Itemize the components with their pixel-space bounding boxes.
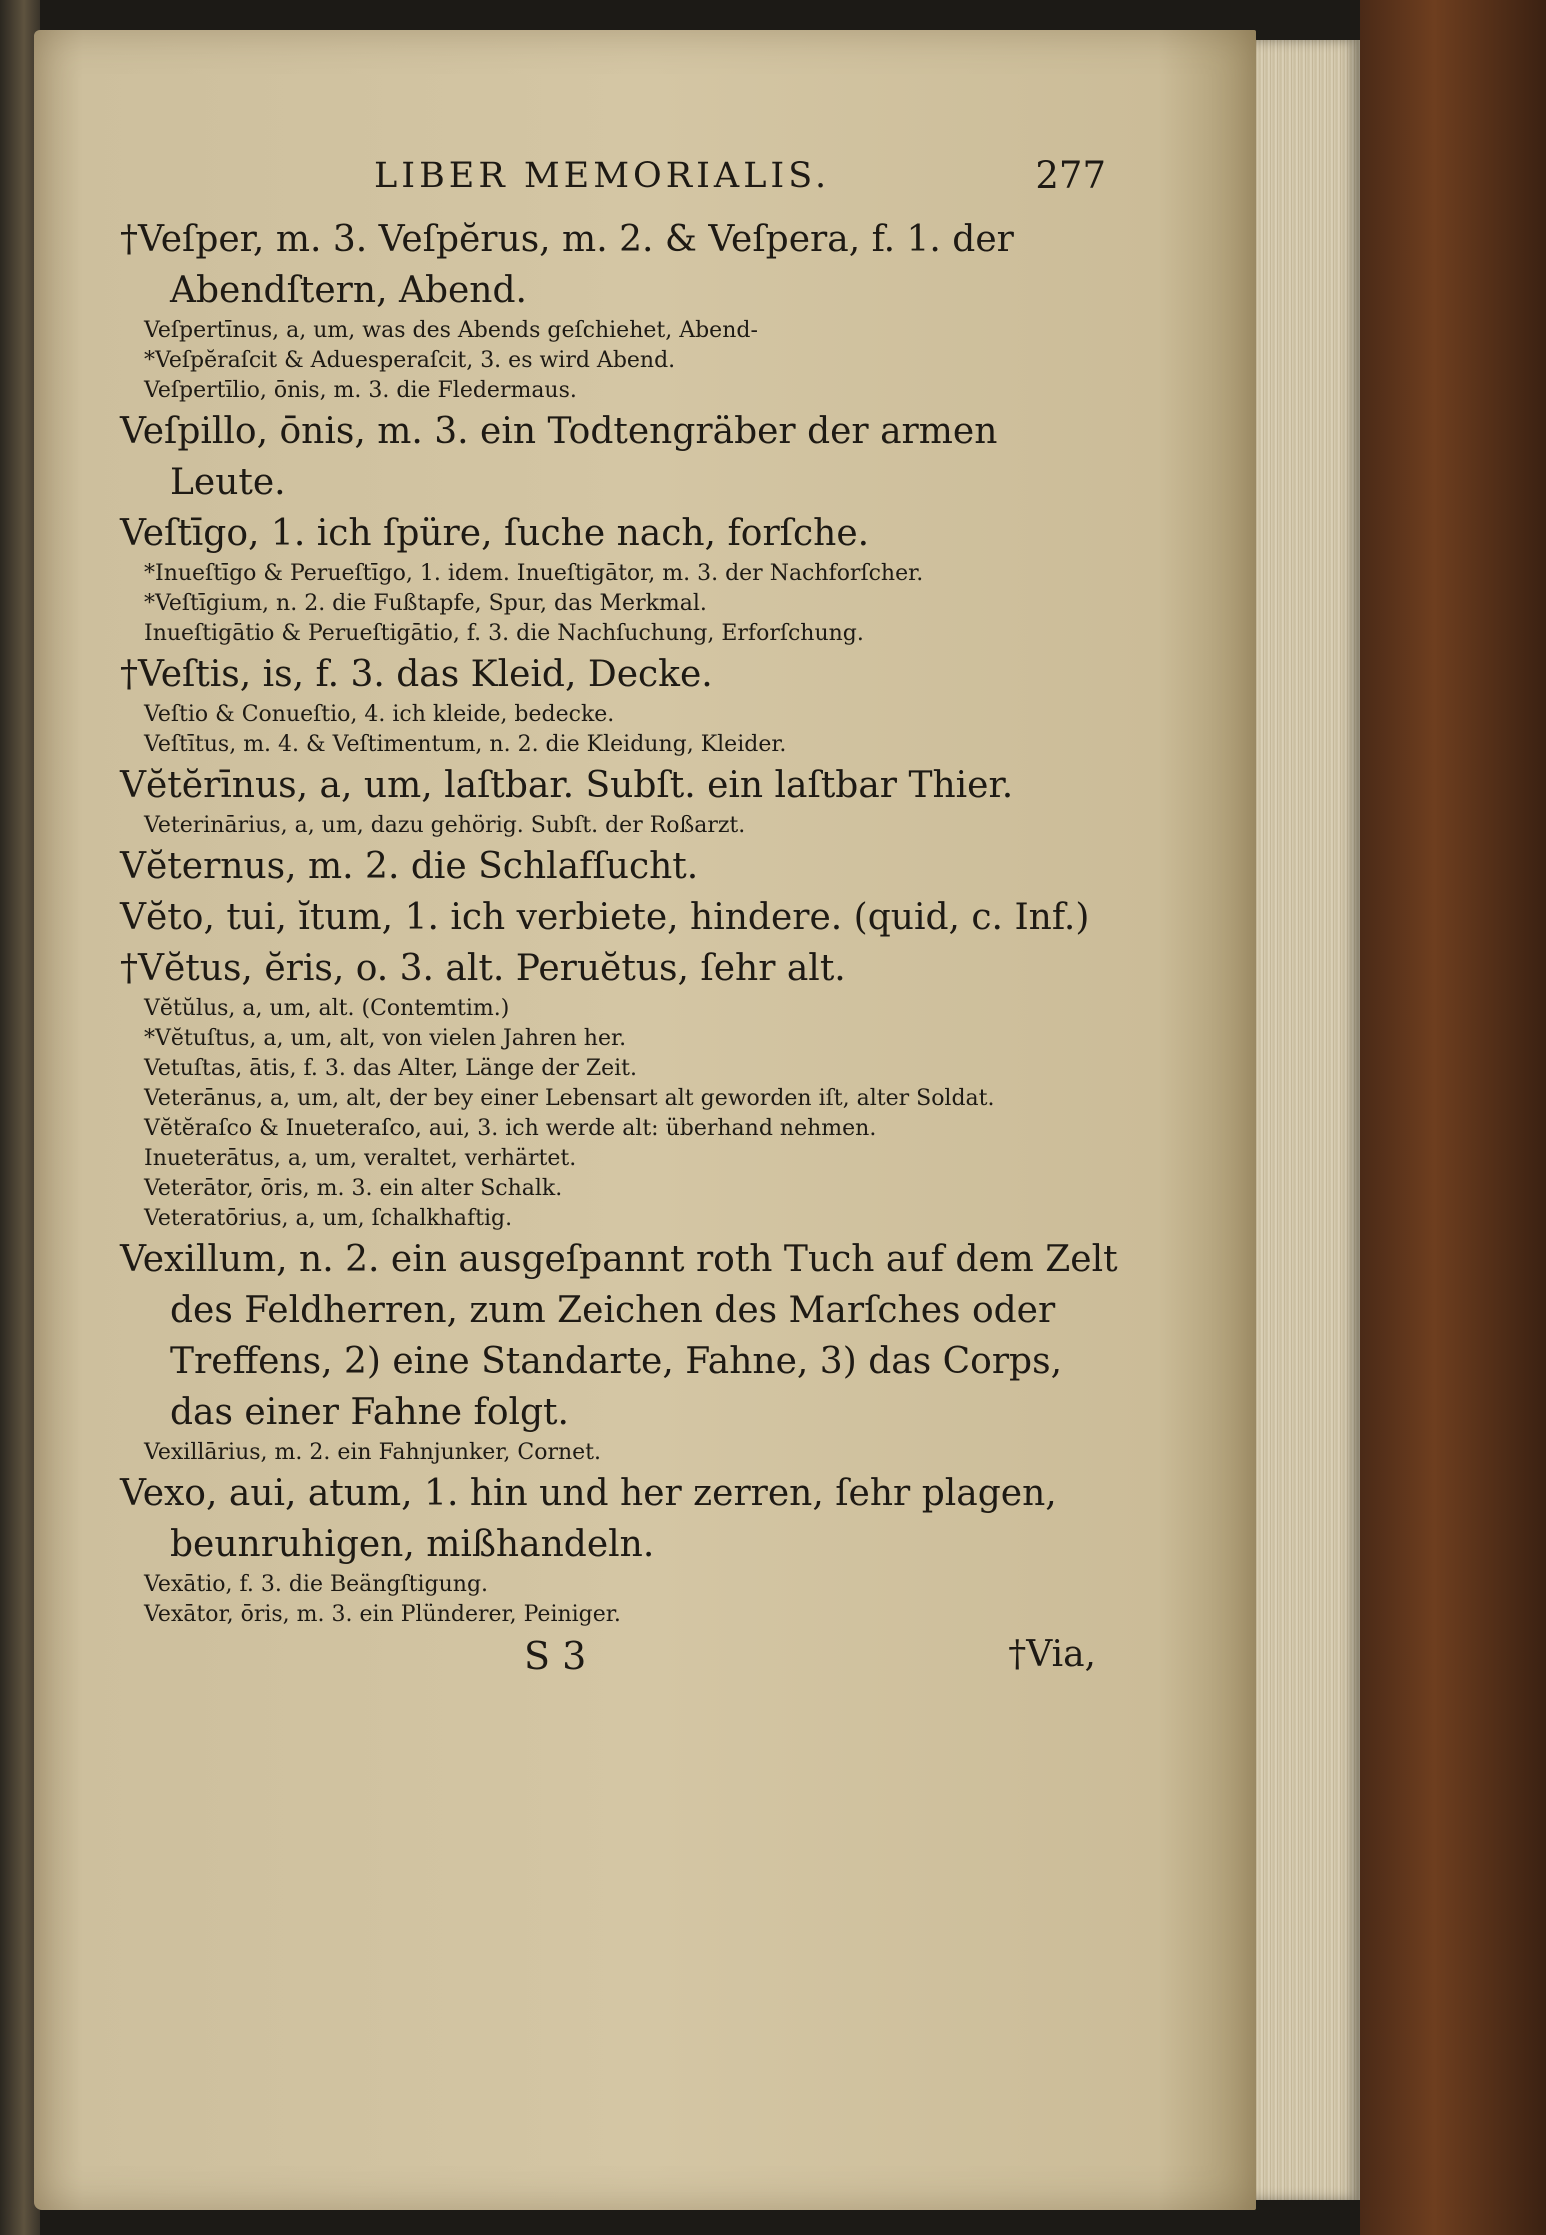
entry-sub: *Inueſtīgo & Perueſtīgo, 1. idem. Inueſtigātor, m. 3. der Nachforſcher. [144,561,924,586]
running-head [120,150,1120,204]
entry-main: Veſpillo, ōnis, m. 3. ein Todtengräber der armen Leute. [120,411,998,503]
entry-main: Vexo, aui, atum, 1. hin und her zerren, ſehr plagen, beunruhigen, mißhandeln. [120,1473,1057,1565]
entry-main: Veſtīgo, 1. ich ſpüre, ſuche nach, forſche. [120,513,870,554]
entry-sub: Veterātor, ōris, m. 3. ein alter Schalk. [144,1176,563,1201]
entry-sub: *Veſtīgium, n. 2. die Fußtapfe, Spur, das Merkmal. [144,591,707,616]
entry-main: Vĕtĕrīnus, a, um, laſtbar. Subſt. ein laſtbar Thier. [120,765,1014,806]
entry-sub: *Veſpĕraſcit & Aduesperaſcit, 3. es wird Abend. [144,348,676,373]
entry-sub: Veteratōrius, a, um, ſchalkhaftig. [144,1206,513,1231]
entry-sub: *Vĕtuſtus, a, um, alt, von vielen Jahren her. [144,1026,627,1051]
entry-sub: Veterinārius, a, um, dazu gehörig. Subſt. der Roßarzt. [144,813,746,838]
entry-sub: Veterānus, a, um, alt, der bey einer Lebensart alt geworden iſt, alter Soldat. [144,1086,995,1111]
page-title: LIBER MEMORIALIS. [374,156,831,196]
entry-sub: Veſtītus, m. 4. & Veſtimentum, n. 2. die Kleidung, Kleider. [144,732,787,757]
entry-main: Vĕternus, m. 2. die Schlafſucht. [120,846,699,887]
entry-main: Vexillum, n. 2. ein ausgeſpannt roth Tuch auf dem Zelt des Feldherren, zum Zeichen des Marſches oder Treffens, 2) eine Standarte, Fahne, 3) das Corps, das einer Fahne folgt. [120,1239,1118,1433]
entry-sub: Inueterātus, a, um, veraltet, verhärtet. [144,1146,577,1171]
entry-main: †Veſtis, is, f. 3. das Kleid, Decke. [120,654,713,695]
entry-main: Vĕto, tui, ĭtum, 1. ich verbiete, hindere. (quid, c. Inf.) [120,897,1090,938]
entry-sub: Vexillārius, m. 2. ein Fahnjunker, Cornet. [144,1440,602,1465]
entry-sub: Vexātio, f. 3. die Beängſtigung. [144,1572,489,1597]
book-binding [1360,0,1546,2235]
page-number: 277 [1035,154,1106,197]
entry-sub: Veſtio & Conueſtio, 4. ich kleide, bedecke. [144,702,615,727]
entry-sub: Vĕtĕraſco & Inueteraſco, aui, 3. ich werde alt: überhand nehmen. [144,1116,877,1141]
signature-mark: S 3 [524,1634,587,1678]
entry-sub: Inueſtigātio & Perueſtigātio, f. 3. die Nachſuchung, Erforſchung. [144,621,864,646]
entry-main: †Veſper, m. 3. Veſpĕrus, m. 2. & Veſpera, f. 1. der Abendſtern, Abend. [120,219,1014,311]
page-edges [1250,40,1360,2200]
entry-sub: Veſpertīnus, a, um, was des Abends geſchiehet, Abend- [144,318,758,343]
entry-main: †Vĕtus, ĕris, o. 3. alt. Peruĕtus, ſehr alt. [120,948,846,989]
page-footer [120,1634,1120,1680]
entry-sub: Veſpertīlio, ōnis, m. 3. die Fledermaus. [144,378,577,403]
text-block [120,150,1120,1680]
catchword: †Via, [1008,1634,1096,1675]
entry-sub: Vĕtŭlus, a, um, alt. (Contemtim.) [144,996,510,1021]
entry-sub: Vexātor, ōris, m. 3. ein Plünderer, Peiniger. [144,1602,621,1627]
entry-sub: Vetuſtas, ātis, f. 3. das Alter, Länge der Zeit. [144,1056,638,1081]
dictionary-entries [120,214,1120,1630]
